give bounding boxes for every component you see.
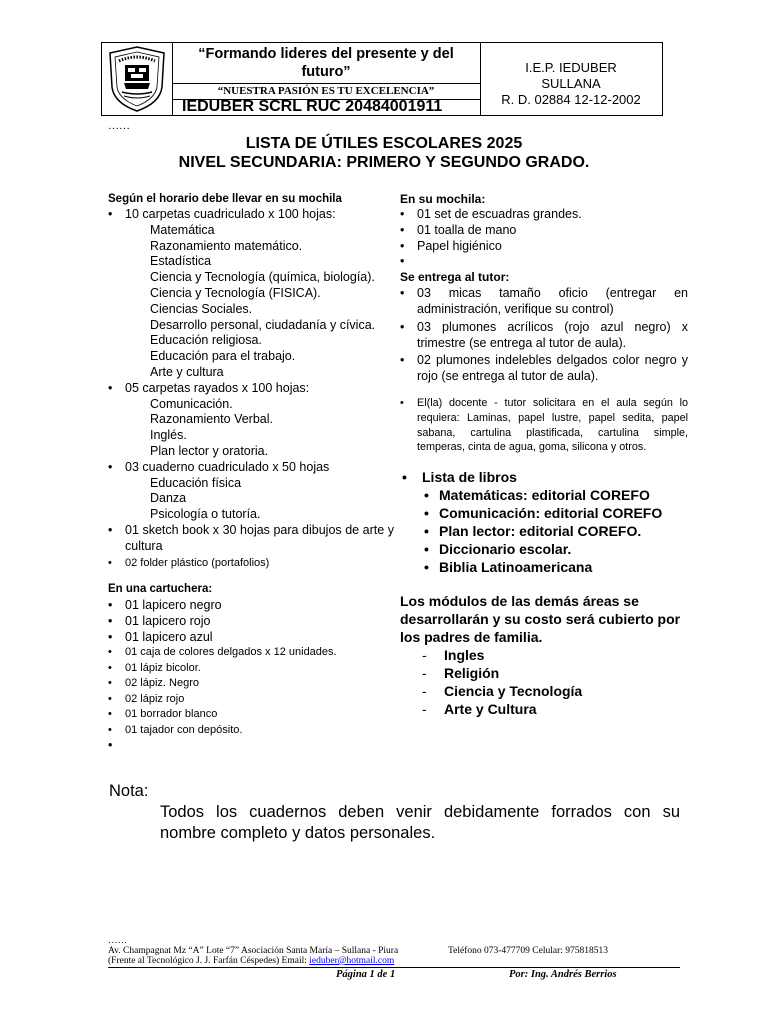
- right-column: [400, 192, 688, 718]
- list-subitem: Desarrollo personal, ciudadanía y cívica.: [150, 317, 376, 332]
- list-item: • 03 micas tamaño oficio (entregar en administración, verifique su control): [400, 286, 688, 318]
- institution-info: [480, 60, 662, 108]
- list-subitem: Estadística: [150, 254, 212, 269]
- institution-rd: R. D. 02884 12-12-2002: [501, 92, 641, 107]
- list-subitem: Danza: [150, 491, 187, 506]
- list-item: • 01 lapicero negro: [108, 598, 394, 614]
- footer-author: Por: Ing. Andrés Berrios: [509, 969, 617, 980]
- footer-address: Av. Champagnat Mz “A” Lote “7” Asociación Santa María – Sullana - Piura: [108, 946, 399, 956]
- institution-cell: [480, 43, 662, 115]
- module-item: - Ingles: [400, 646, 688, 664]
- document-subtitle: NIVEL SECUNDARIA: PRIMERO Y SEGUNDO GRADO.: [178, 154, 590, 171]
- footer-phone: Teléfono 073-477709 Celular: 975818513: [448, 946, 609, 956]
- book-item: • Comunicación: editorial COREFO: [424, 504, 688, 522]
- top-dots: ……: [108, 120, 130, 132]
- footer-dots: ……: [108, 936, 127, 946]
- item1-sublist: [108, 223, 394, 381]
- list-item: • 01 toalla de mano: [400, 223, 688, 239]
- modules-list: [400, 646, 688, 718]
- logo-cell: [102, 43, 173, 115]
- list-item: • 01 lapicero azul: [108, 630, 394, 646]
- books-section: [400, 468, 688, 576]
- institution-city: SULLANA: [541, 76, 601, 91]
- books-heading: • Lista de libros: [402, 469, 517, 486]
- book-item: • Biblia Latinoamericana: [424, 558, 688, 576]
- item2-sublist: [108, 397, 394, 460]
- list-item-empty: [108, 738, 394, 754]
- list-item: • 01 borrador blanco: [108, 707, 394, 723]
- list-item: • 02 lápiz. Negro: [108, 676, 394, 692]
- pencil-case-heading: En una cartuchera:: [108, 583, 213, 596]
- document-title: LISTA DE ÚTILES ESCOLARES 2025: [245, 135, 523, 152]
- list-subitem: Educación para el trabajo.: [150, 349, 296, 364]
- module-item: - Religión: [400, 664, 688, 682]
- slogan: “Formando lideres del presente y del futuro”: [198, 46, 454, 80]
- institution-name: I.E.P. IEDUBER: [525, 60, 617, 75]
- list-item: • Papel higiénico: [400, 239, 688, 255]
- list-subitem: Ciencias Sociales.: [150, 301, 253, 316]
- header-table: [101, 42, 663, 116]
- note-label: Nota:: [109, 782, 149, 800]
- list-item: • 02 folder plástico (portafolios): [108, 556, 394, 571]
- list-subitem: Comunicación.: [150, 396, 233, 411]
- module-item: - Arte y Cultura: [400, 700, 688, 718]
- list-subitem: Razonamiento matemático.: [150, 238, 303, 253]
- books-heading-text: Lista de libros: [422, 469, 517, 486]
- books-list: [400, 486, 688, 576]
- list-item: • 01 lápiz bicolor.: [108, 661, 394, 677]
- backpack-heading: Según el horario debe llevar en su mochila: [108, 193, 342, 205]
- footer-reference: [108, 956, 394, 966]
- list-item: • 05 carpetas rayados x 100 hojas:: [108, 381, 394, 397]
- footer-reference-text: (Frente al Tecnológico J. J. Farfán Céspedes) Email:: [108, 956, 310, 966]
- list-subitem: Arte y cultura: [150, 364, 224, 379]
- left-column: [108, 192, 394, 754]
- book-item: • Diccionario escolar.: [424, 540, 688, 558]
- footer-email-link[interactable]: ieduber@hotmail.com: [309, 956, 395, 966]
- list-subitem: Ciencia y Tecnología (química, biología).: [150, 270, 375, 285]
- teacher-note: • El(la) docente - tutor solicitara en el aula según lo requiera: Laminas, papel lustre, papel sedita, papel sabana, cartulina plastificada, cartulina simple, temperas, cinta de agua, goma, silicona y otros.: [400, 396, 688, 455]
- motto: “NUESTRA PASIÓN ES TU EXCELENCIA”: [217, 85, 435, 97]
- list-item: • 10 carpetas cuadriculado x 100 hojas:: [108, 207, 394, 223]
- footer-divider: [108, 967, 680, 968]
- slogan-cell: [172, 43, 481, 115]
- list-subitem: Inglés.: [150, 428, 187, 443]
- list-item: • 02 plumones indelebles delgados color negro y rojo (se entrega al tutor de aula).: [400, 353, 688, 385]
- list-item: • 01 sketch book x 30 hojas para dibujos de arte y cultura: [108, 523, 394, 555]
- list-subitem: Matemática: [150, 222, 215, 237]
- list-item: • 03 plumones acrílicos (rojo azul negro) x trimestre (se entrega al tutor de aula).: [400, 320, 688, 352]
- list-subitem: Ciencia y Tecnología (FISICA).: [150, 285, 321, 300]
- page-number: Página 1 de 1: [336, 969, 396, 980]
- list-item: • 02 lápiz rojo: [108, 692, 394, 708]
- list-item: • 01 caja de colores delgados x 12 unidades.: [108, 645, 394, 661]
- list-item: • 03 cuaderno cuadriculado x 50 hojas: [108, 460, 394, 476]
- company-ruc: IEDUBER SCRL RUC 20484001911: [182, 98, 443, 115]
- module-item: - Ciencia y Tecnología: [400, 682, 688, 700]
- list-subitem: Educación física: [150, 475, 242, 490]
- book-item: • Matemáticas: editorial COREFO: [424, 486, 688, 504]
- note-text: Todos los cuadernos deben venir debidamente forrados con su nombre completo y datos personales.: [160, 803, 680, 842]
- list-item: • 01 tajador con depósito.: [108, 723, 394, 739]
- list-item-empty: [400, 254, 688, 270]
- item3-sublist: [108, 476, 394, 523]
- school-logo: [102, 43, 172, 115]
- backpack-heading-right: En su mochila:: [400, 192, 486, 206]
- list-subitem: Plan lector y oratoria.: [150, 443, 269, 458]
- list-subitem: Psicología o tutoría.: [150, 507, 261, 522]
- modules-text: Los módulos de las demás áreas se desarrollarán y su costo será cubierto por los padres de familia.: [400, 593, 681, 646]
- list-item: • 01 set de escuadras grandes.: [400, 207, 688, 223]
- book-item: • Plan lector: editorial COREFO.: [424, 522, 688, 540]
- tutor-heading: Se entrega al tutor:: [400, 270, 510, 285]
- list-subitem: Razonamiento Verbal.: [150, 412, 273, 427]
- list-item: • 01 lapicero rojo: [108, 614, 394, 630]
- list-subitem: Educación religiosa.: [150, 333, 262, 348]
